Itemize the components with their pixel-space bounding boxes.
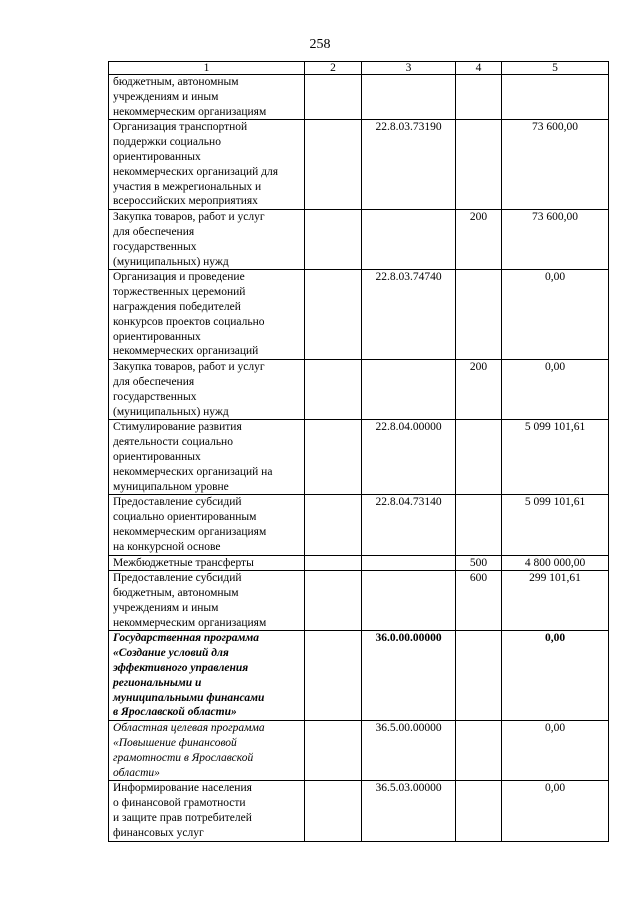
column-header: 1 <box>109 62 305 75</box>
row-type-cell <box>456 75 502 120</box>
row-name-cell: Организация и проведение торжественных церемоний награждения победителей конкурсов проектов социально ориентированных некоммерческих организаций <box>109 270 305 360</box>
row-amount-cell: 0,00 <box>502 631 609 721</box>
table-header-row <box>109 62 609 75</box>
row-code-cell: 22.8.04.00000 <box>362 420 456 495</box>
budget-table <box>108 61 609 842</box>
row-name-cell: Информирование населения о финансовой грамотности и защите прав потребителей финансовых услуг <box>109 781 305 841</box>
row-col2-cell <box>305 360 362 420</box>
row-col2-cell <box>305 781 362 841</box>
table-row <box>109 781 609 841</box>
table-row <box>109 420 609 495</box>
row-col2-cell <box>305 75 362 120</box>
row-col2-cell <box>305 120 362 210</box>
row-code-cell: 22.8.03.74740 <box>362 270 456 360</box>
table-row <box>109 210 609 270</box>
row-type-cell <box>456 495 502 555</box>
row-amount-cell: 0,00 <box>502 781 609 841</box>
row-name-cell: бюджетным, автономным учреждениям и иным некоммерческим организациям <box>109 75 305 120</box>
column-header: 2 <box>305 62 362 75</box>
row-type-cell <box>456 120 502 210</box>
row-amount-cell: 0,00 <box>502 721 609 781</box>
row-col2-cell <box>305 721 362 781</box>
row-name-cell: Межбюджетные трансферты <box>109 555 305 571</box>
table-row <box>109 631 609 721</box>
row-code-cell <box>362 555 456 571</box>
row-amount-cell: 0,00 <box>502 360 609 420</box>
row-code-cell <box>362 360 456 420</box>
page-number: 258 <box>309 37 331 52</box>
table-row <box>109 495 609 555</box>
table-row <box>109 571 609 631</box>
row-code-cell: 22.8.04.73140 <box>362 495 456 555</box>
table-row <box>109 120 609 210</box>
row-type-cell: 600 <box>456 571 502 631</box>
row-type-cell: 500 <box>456 555 502 571</box>
row-type-cell <box>456 420 502 495</box>
row-amount-cell <box>502 75 609 120</box>
table-row <box>109 270 609 360</box>
table-row <box>109 721 609 781</box>
table-row <box>109 555 609 571</box>
column-header: 4 <box>456 62 502 75</box>
row-col2-cell <box>305 420 362 495</box>
row-code-cell <box>362 210 456 270</box>
row-name-cell: Организация транспортной поддержки социально ориентированных некоммерческих организаций для участия в межрегиональных и всероссийских мероприятиях <box>109 120 305 210</box>
row-code-cell: 36.0.00.00000 <box>362 631 456 721</box>
row-amount-cell: 5 099 101,61 <box>502 495 609 555</box>
row-name-cell: Стимулирование развития деятельности социально ориентированных некоммерческих организаций на муниципальном уровне <box>109 420 305 495</box>
row-col2-cell <box>305 571 362 631</box>
row-col2-cell <box>305 495 362 555</box>
row-type-cell: 200 <box>456 360 502 420</box>
row-code-cell <box>362 75 456 120</box>
column-header: 5 <box>502 62 609 75</box>
row-name-cell: Областная целевая программа «Повышение финансовой грамотности в Ярославской области» <box>109 721 305 781</box>
row-type-cell <box>456 631 502 721</box>
row-amount-cell: 0,00 <box>502 270 609 360</box>
row-type-cell: 200 <box>456 210 502 270</box>
row-name-cell: Закупка товаров, работ и услуг для обеспечения государственных (муниципальных) нужд <box>109 210 305 270</box>
row-code-cell: 22.8.03.73190 <box>362 120 456 210</box>
row-col2-cell <box>305 210 362 270</box>
column-header: 3 <box>362 62 456 75</box>
row-amount-cell: 73 600,00 <box>502 210 609 270</box>
row-type-cell <box>456 721 502 781</box>
row-code-cell: 36.5.00.00000 <box>362 721 456 781</box>
row-code-cell <box>362 571 456 631</box>
row-type-cell <box>456 781 502 841</box>
row-name-cell: Предоставление субсидий бюджетным, автономным учреждениям и иным некоммерческим организациям <box>109 571 305 631</box>
row-name-cell: Закупка товаров, работ и услуг для обеспечения государственных (муниципальных) нужд <box>109 360 305 420</box>
row-amount-cell: 4 800 000,00 <box>502 555 609 571</box>
row-name-cell: Предоставление субсидий социально ориентированным некоммерческим организациям на конкурсной основе <box>109 495 305 555</box>
table-body <box>109 62 609 842</box>
row-name-cell: Государственная программа «Создание условий для эффективного управления региональными и муниципальными финансами в Ярославской области» <box>109 631 305 721</box>
row-code-cell: 36.5.03.00000 <box>362 781 456 841</box>
row-type-cell <box>456 270 502 360</box>
row-col2-cell <box>305 631 362 721</box>
row-amount-cell: 5 099 101,61 <box>502 420 609 495</box>
table-row <box>109 360 609 420</box>
row-col2-cell <box>305 270 362 360</box>
row-amount-cell: 299 101,61 <box>502 571 609 631</box>
row-col2-cell <box>305 555 362 571</box>
table-row <box>109 75 609 120</box>
row-amount-cell: 73 600,00 <box>502 120 609 210</box>
